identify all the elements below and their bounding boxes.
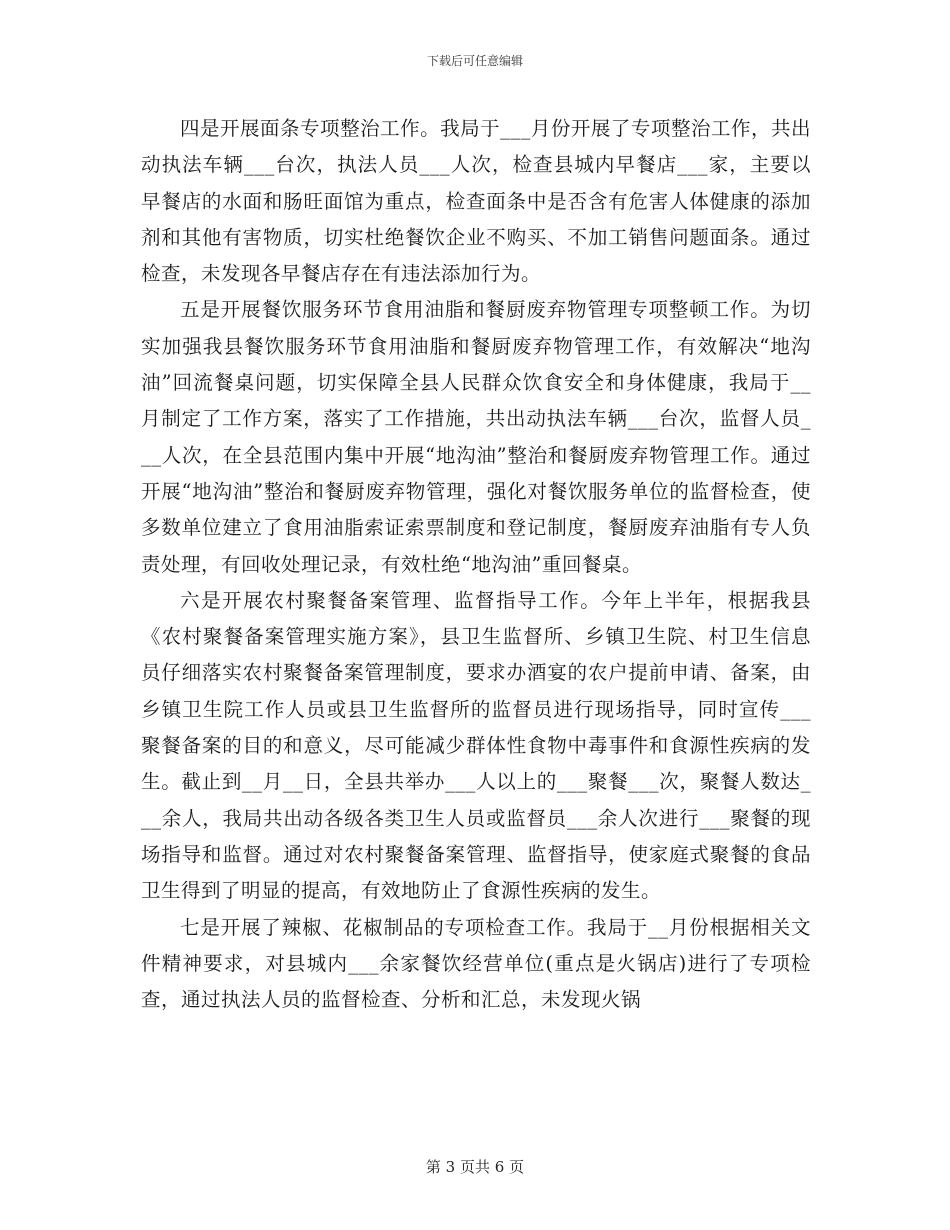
page-header: 下载后可任意编辑: [426, 54, 523, 68]
page-footer: 第 3 页共 6 页: [425, 1158, 525, 1176]
paragraph-pepper-product-inspection: 七是开展了辣椒、花椒制品的专项检查工作。我局于__月份根据相关文件精神要求，对县城内___余家餐饮经营单位(重点是火锅店)进行了专项检查，通过执法人员的监督检查、分析和汇总，未发现火锅: [141, 915, 811, 1012]
document-body: [141, 111, 811, 1018]
paragraph-noodle-inspection: 四是开展面条专项整治工作。我局于___月份开展了专项整治工作，共出动执法车辆___台次，执法人员___人次，检查县城内早餐店___家，主要以早餐店的水面和肠旺面馆为重点，检查面条中是否含有危害人体健康的添加剂和其他有害物质，切实杜绝餐饮企业不购买、不加工销售问题面条。通过检查，未发现各早餐店存在有违法添加行为。: [141, 117, 811, 286]
paragraph-rural-banquet-filing: 六是开展农村聚餐备案管理、监督指导工作。今年上半年，根据我县《农村聚餐备案管理实施方案》，县卫生监督所、乡镇卫生院、村卫生信息员仔细落实农村聚餐备案管理制度，要求办酒宴的农户提前申请、备案，由乡镇卫生院工作人员或县卫生监督所的监督员进行现场指导，同时宣传___聚餐备案的目的和意义，尽可能减少群体性食物中毒事件和食源性疾病的发生。截止到__月__日，全县共举办___人以上的___聚餐___次，聚餐人数达___余人，我局共出动各级各类卫生人员或监督员___余人次进行___聚餐的现场指导和监督。通过对农村聚餐备案管理、监督指导，使家庭式聚餐的食品卫生得到了明显的提高，有效地防止了食源性疾病的发生。: [141, 588, 811, 903]
paragraph-gutter-oil-rectification: 五是开展餐饮服务环节食用油脂和餐厨废弃物管理专项整顿工作。为切实加强我县餐饮服务环节食用油脂和餐厨废弃物管理工作，有效解决“地沟油”回流餐桌问题，切实保障全县人民群众饮食安全和身体健康，我局于__月制定了工作方案，落实了工作措施，共出动执法车辆___台次，监督人员___人次，在全县范围内集中开展“地沟油”整治和餐厨废弃物管理工作。通过开展“地沟油”整治和餐厨废弃物管理，强化对餐饮服务单位的监督检查，使多数单位建立了食用油脂索证索票制度和登记制度，餐厨废弃油脂有专人负责处理，有回收处理记录，有效杜绝“地沟油”重回餐桌。: [141, 298, 811, 576]
